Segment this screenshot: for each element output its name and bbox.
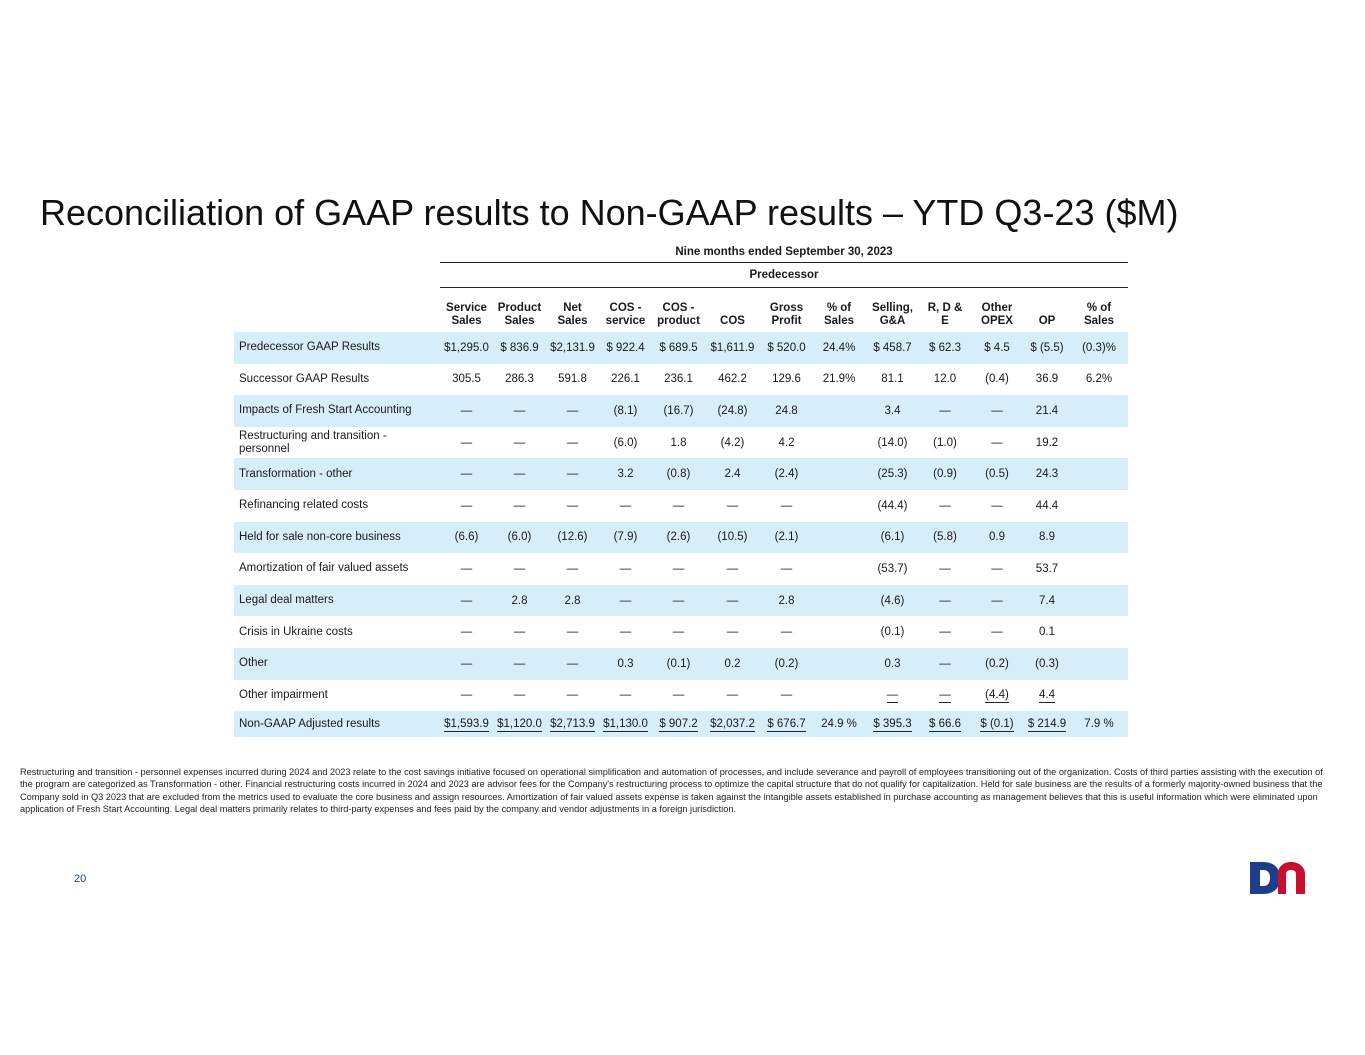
column-header: % of Sales — [1083, 302, 1115, 327]
table-body — [234, 332, 1128, 737]
table-cell: (10.5) — [705, 522, 760, 554]
table-cell: — — [546, 458, 599, 490]
table-cell: — — [599, 585, 652, 617]
table-cell: (25.3) — [865, 458, 920, 490]
table-cell: 0.2 — [705, 648, 760, 680]
table-cell: — — [991, 562, 1003, 575]
row-label: Crisis in Ukraine costs — [239, 625, 353, 638]
table-cell: $ 214.9 — [1024, 711, 1070, 737]
table-cell: 81.1 — [881, 373, 904, 386]
table-cell: $ 836.9 — [493, 332, 546, 364]
table-cell: $ 907.2 — [652, 711, 705, 737]
table-cell: 24.8 — [760, 395, 813, 427]
column-header: Product Sales — [497, 302, 542, 327]
table-cell: $ (5.5) — [1024, 332, 1070, 364]
table-cell: — — [726, 626, 739, 639]
row-label: Other — [234, 648, 440, 680]
table-cell: 24.3 — [1024, 458, 1070, 490]
table-row — [234, 522, 1128, 554]
column-header — [234, 302, 440, 332]
table-cell — [1070, 553, 1128, 585]
row-label: Other impairment — [239, 688, 328, 701]
table-cell: — — [619, 499, 632, 512]
table-cell: 2.8 — [760, 585, 813, 617]
column-header: Gross Profit — [769, 302, 804, 327]
reconciliation-table-block — [234, 246, 1128, 737]
table-cell: 2.8 — [493, 585, 546, 617]
table-cell: $ 458.7 — [865, 332, 920, 364]
table-cell: — — [652, 585, 705, 617]
table-cell: — — [546, 648, 599, 680]
table-row — [234, 711, 1128, 737]
table-cell: (0.2) — [760, 648, 813, 680]
table-cell: (6.0) — [613, 436, 638, 449]
table-cell: 44.4 — [1035, 499, 1059, 512]
row-label: Impacts of Fresh Start Accounting — [234, 395, 440, 427]
table-cell: — — [886, 689, 899, 702]
table-cell: — — [513, 436, 526, 449]
table-cell: 0.1 — [1039, 626, 1055, 639]
column-header: Net Sales — [557, 302, 588, 327]
column-header: Selling, G&A — [872, 302, 913, 327]
table-cell: — — [460, 499, 473, 512]
row-label: Held for sale non-core business — [234, 522, 440, 554]
table-cell — [1070, 616, 1128, 648]
table-cell: (6.1) — [865, 522, 920, 554]
table-cell: $ 676.7 — [760, 711, 813, 737]
table-cell: 236.1 — [664, 373, 693, 386]
table-row — [234, 553, 1128, 585]
table-cell: — — [672, 499, 685, 512]
table-cell: 21.4 — [1024, 395, 1070, 427]
table-cell: (2.1) — [760, 522, 813, 554]
table-cell: — — [939, 499, 951, 512]
table-cell: — — [991, 626, 1003, 639]
table-cell: (6.6) — [440, 522, 493, 554]
table-cell — [813, 585, 865, 617]
table-cell: — — [460, 689, 473, 702]
table-cell: (4.6) — [865, 585, 920, 617]
table-row — [234, 616, 1128, 648]
table-cell: — — [780, 689, 793, 702]
table-row — [234, 680, 1128, 712]
table-cell — [1070, 458, 1128, 490]
row-label: Non-GAAP Adjusted results — [234, 711, 440, 737]
table-cell: (0.8) — [652, 458, 705, 490]
table-cell: (0.2) — [970, 648, 1024, 680]
table-cell: (4.4) — [985, 689, 1009, 702]
reconciliation-table — [234, 302, 1128, 737]
table-row — [234, 332, 1128, 364]
table-cell: 7.4 — [1024, 585, 1070, 617]
table-cell: — — [460, 562, 473, 575]
table-cell: — — [726, 689, 739, 702]
table-cell — [1070, 395, 1128, 427]
table-cell: (0.4) — [985, 373, 1009, 386]
column-header: Service Sales — [446, 302, 487, 327]
table-cell: — — [991, 436, 1003, 449]
table-cell: $1,611.9 — [705, 332, 760, 364]
table-cell: (0.9) — [920, 458, 970, 490]
table-cell: 12.0 — [933, 373, 957, 386]
column-header-row — [234, 302, 1128, 332]
row-label: Legal deal matters — [234, 585, 440, 617]
table-cell: 2.8 — [546, 585, 599, 617]
table-cell: (8.1) — [599, 395, 652, 427]
table-cell: 3.2 — [599, 458, 652, 490]
table-cell: 0.3 — [599, 648, 652, 680]
table-cell: — — [493, 458, 546, 490]
row-label: Amortization of fair valued assets — [239, 562, 409, 575]
table-cell: 3.4 — [865, 395, 920, 427]
table-cell: $ (0.1) — [970, 711, 1024, 737]
column-header: OP — [1038, 315, 1056, 327]
table-cell: 226.1 — [611, 373, 640, 386]
table-cell: (0.3)% — [1070, 332, 1128, 364]
table-cell: 462.2 — [718, 373, 747, 386]
table-cell: — — [546, 395, 599, 427]
table-cell: — — [939, 626, 951, 639]
row-label: Predecessor GAAP Results — [234, 332, 440, 364]
table-cell: — — [619, 689, 632, 702]
table-cell — [1070, 522, 1128, 554]
table-cell: (44.4) — [877, 499, 908, 512]
table-cell: $1,120.0 — [493, 711, 546, 737]
table-cell: — — [920, 395, 970, 427]
table-cell: $ 922.4 — [599, 332, 652, 364]
table-cell: $1,593.9 — [440, 711, 493, 737]
column-header: COS — [720, 315, 745, 327]
table-cell: — — [970, 585, 1024, 617]
row-label: Restructuring and transition - personnel — [239, 429, 387, 455]
table-cell — [1070, 585, 1128, 617]
table-cell: — — [566, 499, 579, 512]
table-cell: — — [566, 626, 579, 639]
table-row — [234, 364, 1128, 396]
table-cell: — — [705, 585, 760, 617]
table-cell: 8.9 — [1024, 522, 1070, 554]
footnote: Restructuring and transition - personnel expenses incurred during 2024 and 2023 relate to the cost savings initiative focused on operational simplification and automation of processes, and include severance and payroll of employees transitioning out of the organization. Costs of third parties assisting with the execution of the program are categorized as Transformation - other. Financial restructuring costs incurred in 2024 and 2023 are advisor fees for the Company's restructuring process to optimize the capital structure that do not qualify for capitalization. Held for sale business are the results of a formerly majority-owned business that the Company sold in Q3 2023 that are excluded from the metrics used to evaluate the core business and assign resources. Amortization of fair valued assets expense is taken against the intangible assets established in purchase accounting as management believes that this is useful information which were eliminated upon application of Fresh Start Accounting. Legal deal matters primarily relates to third-party expenses and fees paid by the company and vendor adjustments in a foreign jurisdiction. — [20, 767, 1323, 815]
column-header: COS - product — [657, 302, 700, 327]
table-cell: $ 395.3 — [865, 711, 920, 737]
table-cell: — — [440, 585, 493, 617]
table-cell: $ 520.0 — [760, 332, 813, 364]
table-row — [234, 427, 1128, 459]
table-cell: $2,713.9 — [546, 711, 599, 737]
row-label: Successor GAAP Results — [239, 372, 370, 385]
table-cell: — — [440, 648, 493, 680]
table-cell — [813, 616, 865, 648]
table-cell: (2.4) — [760, 458, 813, 490]
table-cell: $ 4.5 — [970, 332, 1024, 364]
table-cell: 21.9% — [822, 373, 856, 386]
table-cell: — — [619, 562, 632, 575]
table-cell: — — [780, 562, 793, 575]
table-cell: — — [780, 499, 793, 512]
table-cell: (0.1) — [880, 626, 905, 639]
table-cell — [813, 490, 865, 522]
table-cell — [813, 395, 865, 427]
entity-header: Predecessor — [440, 263, 1128, 288]
table-cell — [1070, 648, 1128, 680]
table-cell: 7.9 % — [1070, 711, 1128, 737]
table-cell: (2.6) — [652, 522, 705, 554]
page-title: Reconciliation of GAAP results to Non-GAAP results – YTD Q3-23 ($M) — [40, 192, 1179, 233]
table-cell: — — [672, 689, 685, 702]
table-cell: $ 66.6 — [920, 711, 970, 737]
table-cell: (6.0) — [493, 522, 546, 554]
table-cell: — — [513, 562, 526, 575]
table-cell: (14.0) — [877, 436, 908, 449]
table-cell: 4.4 — [1039, 689, 1055, 702]
table-cell: 1.8 — [670, 436, 687, 449]
table-cell: — — [939, 689, 951, 702]
table-cell — [813, 553, 865, 585]
table-cell: 24.4% — [813, 332, 865, 364]
table-cell: (5.8) — [920, 522, 970, 554]
column-header: COS - service — [605, 302, 646, 327]
table-cell: 19.2 — [1035, 436, 1059, 449]
table-cell: 0.9 — [970, 522, 1024, 554]
table-cell: (24.8) — [705, 395, 760, 427]
table-row — [234, 458, 1128, 490]
page-number: 20 — [74, 873, 87, 885]
column-header: % of Sales — [823, 302, 855, 327]
table-cell — [813, 680, 865, 712]
table-cell: (1.0) — [933, 436, 957, 449]
table-cell — [813, 648, 865, 680]
column-header: R, D & E — [927, 302, 963, 327]
table-row — [234, 648, 1128, 680]
table-cell: 36.9 — [1035, 373, 1059, 386]
table-cell: 286.3 — [505, 373, 534, 386]
table-cell: 0.3 — [865, 648, 920, 680]
table-cell: $1,130.0 — [599, 711, 652, 737]
table-cell: $ 689.5 — [652, 332, 705, 364]
table-cell: 129.6 — [772, 373, 801, 386]
table-cell: — — [513, 499, 526, 512]
table-cell: (16.7) — [652, 395, 705, 427]
table-cell: $1,295.0 — [440, 332, 493, 364]
table-cell: — — [513, 689, 526, 702]
table-cell: — — [726, 499, 739, 512]
table-cell: — — [970, 395, 1024, 427]
column-header: Other OPEX — [981, 302, 1013, 327]
row-label: Refinancing related costs — [239, 499, 369, 512]
table-cell: (12.6) — [546, 522, 599, 554]
table-cell: — — [493, 648, 546, 680]
table-cell — [813, 458, 865, 490]
table-cell: 2.4 — [705, 458, 760, 490]
table-cell: — — [566, 436, 579, 449]
table-cell: $2,037.2 — [705, 711, 760, 737]
table-cell: — — [920, 585, 970, 617]
table-row — [234, 585, 1128, 617]
table-cell — [813, 522, 865, 554]
table-cell: — — [726, 562, 739, 575]
table-cell: — — [440, 458, 493, 490]
table-row — [234, 395, 1128, 427]
table-cell: $2,131.9 — [546, 332, 599, 364]
table-cell: — — [460, 436, 473, 449]
table-cell: — — [460, 626, 473, 639]
table-cell: 24.9 % — [813, 711, 865, 737]
table-row — [234, 490, 1128, 522]
table-cell: (0.3) — [1024, 648, 1070, 680]
table-cell: — — [920, 648, 970, 680]
table-cell — [1070, 490, 1128, 522]
table-cell — [813, 427, 865, 459]
row-label: Transformation - other — [234, 458, 440, 490]
table-cell: — — [493, 395, 546, 427]
table-cell: — — [440, 395, 493, 427]
table-cell: (7.9) — [599, 522, 652, 554]
table-cell: 4.2 — [778, 436, 795, 449]
table-cell: (0.1) — [652, 648, 705, 680]
period-header: Nine months ended September 30, 2023 — [440, 246, 1128, 263]
table-cell: — — [672, 562, 685, 575]
table-cell: — — [991, 499, 1003, 512]
table-cell: — — [619, 626, 632, 639]
table-cell: 305.5 — [452, 373, 481, 386]
table-cell: (53.7) — [877, 562, 908, 575]
table-cell: 53.7 — [1035, 562, 1059, 575]
table-cell: — — [780, 626, 793, 639]
table-cell: — — [939, 562, 951, 575]
table-cell: 6.2% — [1085, 373, 1113, 386]
table-cell: — — [566, 689, 579, 702]
company-logo-icon — [1248, 862, 1306, 899]
table-cell: 591.8 — [558, 373, 587, 386]
table-cell: — — [566, 562, 579, 575]
table-cell: (4.2) — [720, 436, 745, 449]
table-cell: — — [672, 626, 685, 639]
table-cell — [1070, 680, 1128, 712]
table-cell: (0.5) — [970, 458, 1024, 490]
table-cell: — — [513, 626, 526, 639]
table-cell — [1070, 427, 1128, 459]
table-cell: $ 62.3 — [920, 332, 970, 364]
